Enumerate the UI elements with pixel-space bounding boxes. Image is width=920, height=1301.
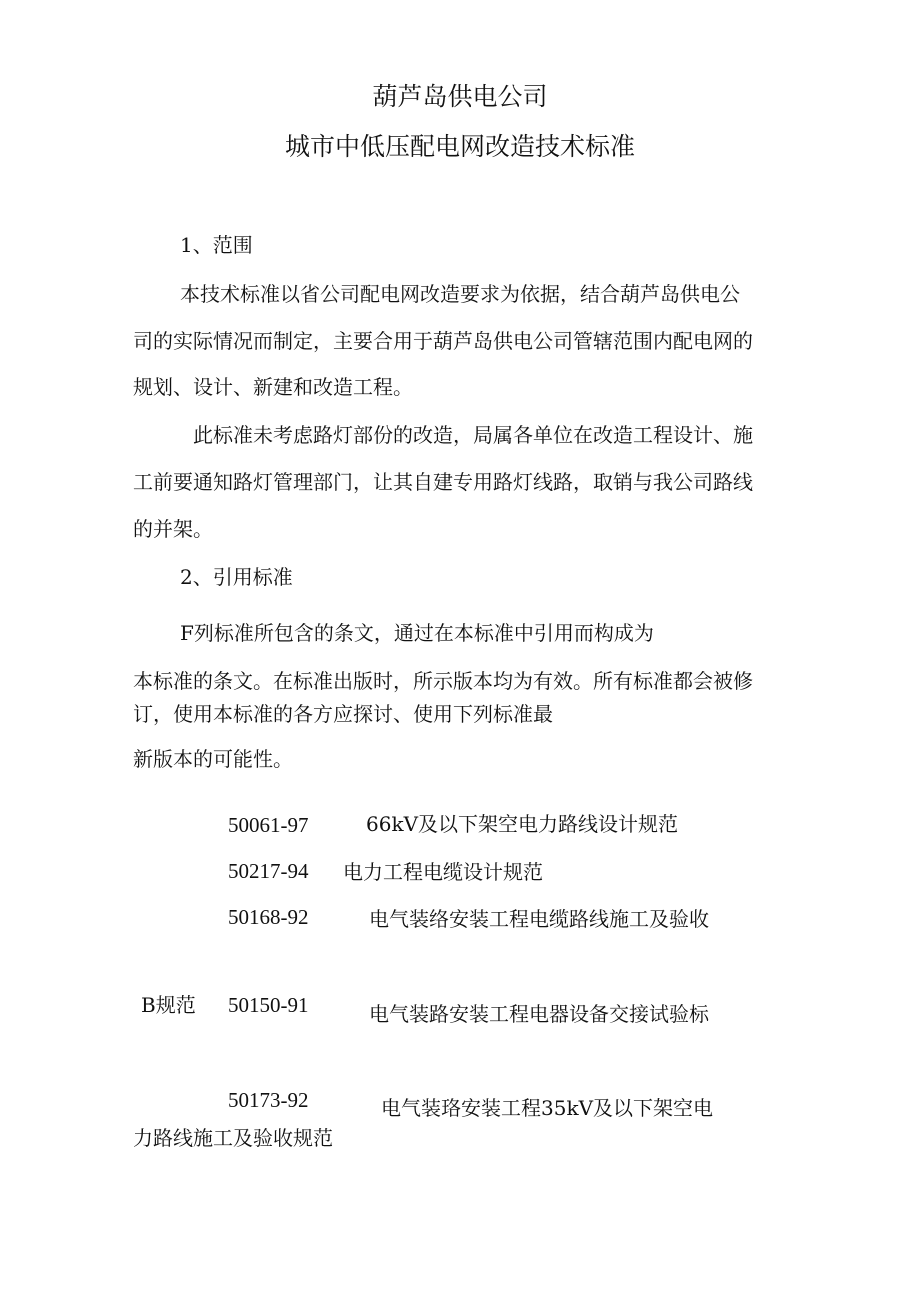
paragraph-line: 规划、设计、新建和改造工程。 <box>133 375 413 399</box>
standard-name: 电气装路安装工程电器设备交接试验标 <box>369 1002 709 1026</box>
standard-name: 电气装珞安装工程35kV及以下架空电 <box>381 1096 714 1120</box>
standard-code: 50150-91 <box>228 993 309 1017</box>
paragraph-line: 司的实际情况而制定，主要合用于葫芦岛供电公司管辖范围内配电网的 <box>133 329 753 353</box>
standard-name: 电力工程电缆设计规范 <box>343 860 543 884</box>
paragraph-line: 工前要通知路灯管理部门，让其自建专用路灯线路，取销与我公司路线 <box>133 470 753 494</box>
paragraph-line: 的并架。 <box>133 517 213 541</box>
standard-prefix-label: B规范 <box>141 993 196 1017</box>
standard-code: 50168-92 <box>228 905 309 929</box>
section-heading-scope: 1、范围 <box>180 233 253 257</box>
standard-code: 50217-94 <box>228 859 309 883</box>
standard-code: 50061-97 <box>228 813 309 837</box>
paragraph-line: 此标准未考虑路灯部份的改造，局属各单位在改造工程设计、施 <box>193 423 753 447</box>
paragraph-line: 本技术标准以省公司配电网改造要求为依据，结合葫芦岛供电公 <box>180 282 740 306</box>
paragraph-line: 本标准的条文。在标准出版时，所示版本均为有效。所有标准都会被修 <box>133 669 753 693</box>
paragraph-line: 订，使用本标准的各方应探讨、使用下列标准最 <box>133 702 553 726</box>
paragraph-line: F列标准所包含的条文，通过在本标准中引用而构成为 <box>180 621 654 645</box>
standard-name-continuation: 力路线施工及验收规范 <box>133 1126 333 1150</box>
section-heading-references: 2、引用标准 <box>180 565 293 589</box>
paragraph-line: 新版本的可能性。 <box>133 747 293 771</box>
document-title: 城市中低压配电网改造技术标准 <box>284 132 635 161</box>
standard-code: 50173-92 <box>228 1088 309 1112</box>
standard-name: 电气装络安装工程电缆路线施工及验收 <box>369 907 709 931</box>
company-title: 葫芦岛供电公司 <box>372 82 548 111</box>
standard-name: 66kV及以下架空电力路线设计规范 <box>366 812 679 836</box>
